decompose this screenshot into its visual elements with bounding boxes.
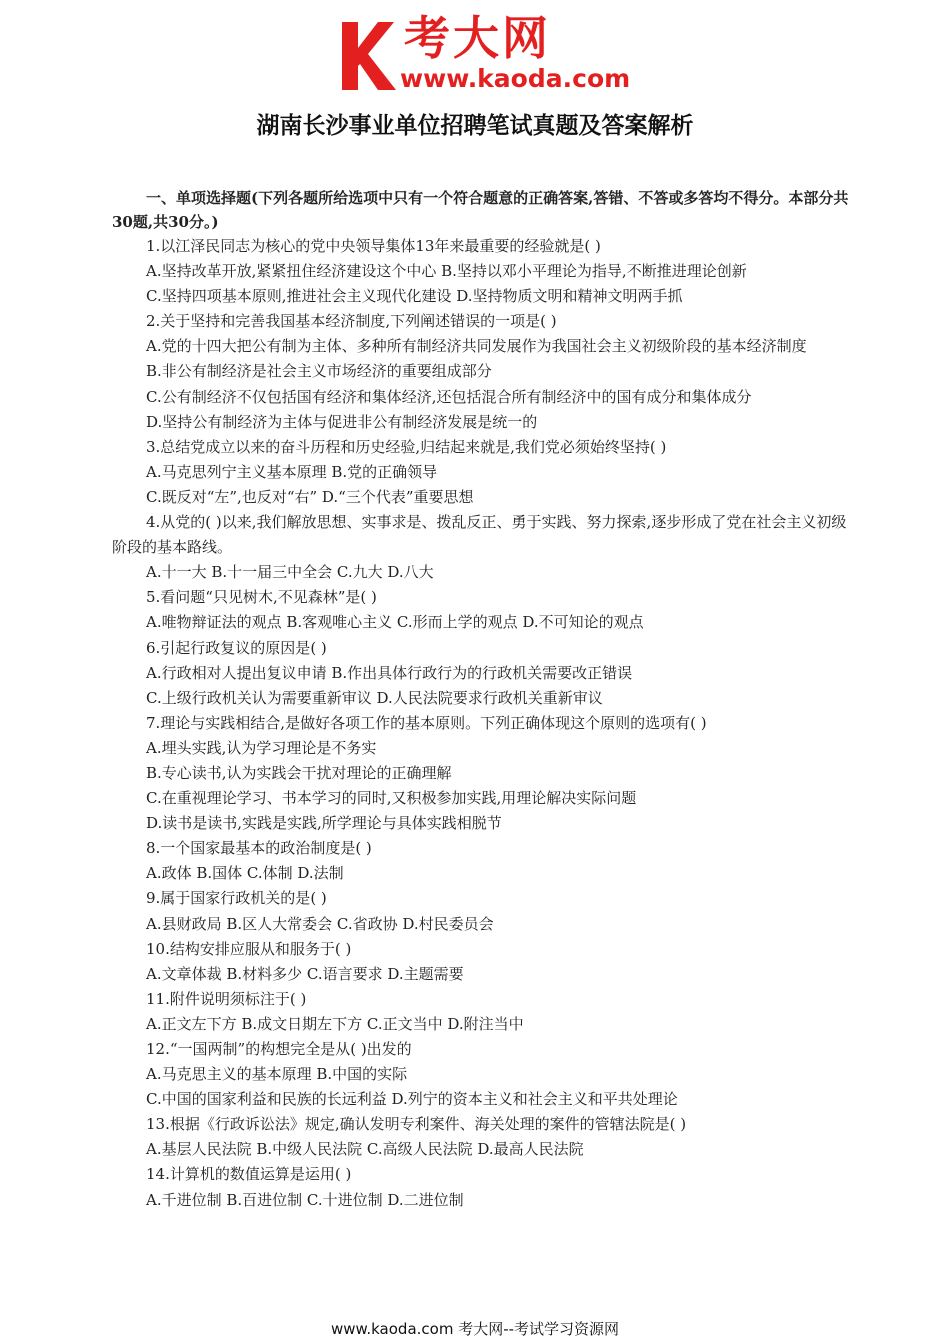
answer-options: A.坚持改革开放,紧紧扭住经济建设这个中心 B.坚持以邓小平理论为指导,不断推进理论创新: [146, 262, 747, 281]
kaoda-logo[interactable]: [338, 10, 668, 100]
question-stem: 10.结构安排应服从和服务于( ): [146, 939, 352, 958]
page-footer: www.kaoda.com 考大网--考试学习资源网: [330, 1320, 620, 1338]
logo-url: www.kaoda.com: [400, 64, 631, 93]
logo-brand-name: 考大网: [404, 11, 551, 65]
answer-options: A.行政相对人提出复议申请 B.作出具体行政行为的行政机关需要改正错误: [146, 663, 633, 682]
answer-options: C.坚持四项基本原则,推进社会主义现代化建设 D.坚持物质文明和精神文明两手抓: [146, 287, 683, 306]
document-body: [112, 186, 852, 1213]
question-stem: 13.根据《行政诉讼法》规定,确认发明专利案件、海关处理的案件的管辖法院是( ): [146, 1115, 687, 1134]
answer-options: A.马克思列宁主义基本原理 B.党的正确领导: [146, 462, 438, 481]
section-heading: 一、单项选择题(下列各题所给选项中只有一个符合题意的正确答案,答错、不答或多答均不得分。本部分共30题,共30分。): [112, 189, 849, 231]
answer-options: C.既反对“左”,也反对“右” D.“三个代表”重要思想: [146, 487, 474, 506]
question-stem: 2.关于坚持和完善我国基本经济制度,下列阐述错误的一项是( ): [146, 312, 557, 331]
question-stem: 7.理论与实践相结合,是做好各项工作的基本原则。下列正确体现这个原则的选项有( ): [146, 713, 707, 732]
answer-options: B.专心读书,认为实践会干扰对理论的正确理解: [146, 763, 452, 782]
question-stem: 5.看问题“只见树木,不见森林”是( ): [146, 588, 377, 607]
question-stem: 11.附件说明须标注于( ): [146, 989, 307, 1008]
question-stem: 4.从党的( )以来,我们解放思想、实事求是、拨乱反正、勇于实践、努力探索,逐步形成了党在社会主义初级阶段的基本路线。: [112, 513, 847, 557]
answer-options: C.在重视理论学习、书本学习的同时,又积极参加实践,用理论解决实际问题: [146, 789, 637, 808]
answer-options: A.文章体裁 B.材料多少 C.语言要求 D.主题需要: [146, 964, 464, 983]
answer-options: A.县财政局 B.区人大常委会 C.省政协 D.村民委员会: [146, 914, 494, 933]
question-stem: 6.引起行政复议的原因是( ): [146, 638, 327, 657]
answer-options: A.政体 B.国体 C.体制 D.法制: [146, 864, 344, 883]
question-list: [112, 234, 852, 1213]
answer-options: D.坚持公有制经济为主体与促进非公有制经济发展是统一的: [146, 412, 538, 431]
question-stem: 12.“一国两制”的构想完全是从( )出发的: [146, 1040, 412, 1058]
answer-options: D.读书是读书,实践是实践,所学理论与具体实践相脱节: [146, 814, 502, 833]
answer-options: A.党的十四大把公有制为主体、多种所有制经济共同发展作为我国社会主义初级阶段的基本经济制度: [146, 337, 807, 356]
answer-options: A.十一大 B.十一届三中全会 C.九大 D.八大: [146, 563, 434, 582]
answer-options: A.埋头实践,认为学习理论是不务实: [146, 738, 377, 757]
answer-options: A.正文左下方 B.成文日期左下方 C.正文当中 D.附注当中: [146, 1014, 524, 1033]
question-stem: 1.以江泽民同志为核心的党中央领导集体13年来最重要的经验就是( ): [146, 237, 601, 255]
page-title: 湖南长沙事业单位招聘笔试真题及答案解析: [256, 112, 694, 139]
answer-options: B.非公有制经济是社会主义市场经济的重要组成部分: [146, 362, 492, 381]
question-stem: 8.一个国家最基本的政治制度是( ): [146, 839, 372, 858]
answer-options: C.中国的国家利益和民族的长远利益 D.列宁的资本主义和社会主义和平共处理论: [146, 1090, 678, 1109]
question-stem: 3.总结党成立以来的奋斗历程和历史经验,归结起来就是,我们党必须始终坚持( ): [146, 437, 667, 456]
answer-options: A.基层人民法院 B.中级人民法院 C.高级人民法院 D.最高人民法院: [146, 1140, 584, 1159]
answer-options: C.公有制经济不仅包括国有经济和集体经济,还包括混合所有制经济中的国有成分和集体成分: [146, 387, 752, 406]
answer-options: C.上级行政机关认为需要重新审议 D.人民法院要求行政机关重新审议: [146, 688, 603, 707]
k-logo-icon: [338, 18, 396, 94]
answer-options: A.唯物辩证法的观点 B.客观唯心主义 C.形而上学的观点 D.不可知论的观点: [146, 613, 644, 632]
answer-options: A.千进位制 B.百进位制 C.十进位制 D.二进位制: [146, 1190, 464, 1209]
question-stem: 9.属于国家行政机关的是( ): [146, 889, 327, 908]
answer-options: A.马克思主义的基本原理 B.中国的实际: [146, 1065, 408, 1084]
question-stem: 14.计算机的数值运算是运用( ): [146, 1165, 352, 1184]
